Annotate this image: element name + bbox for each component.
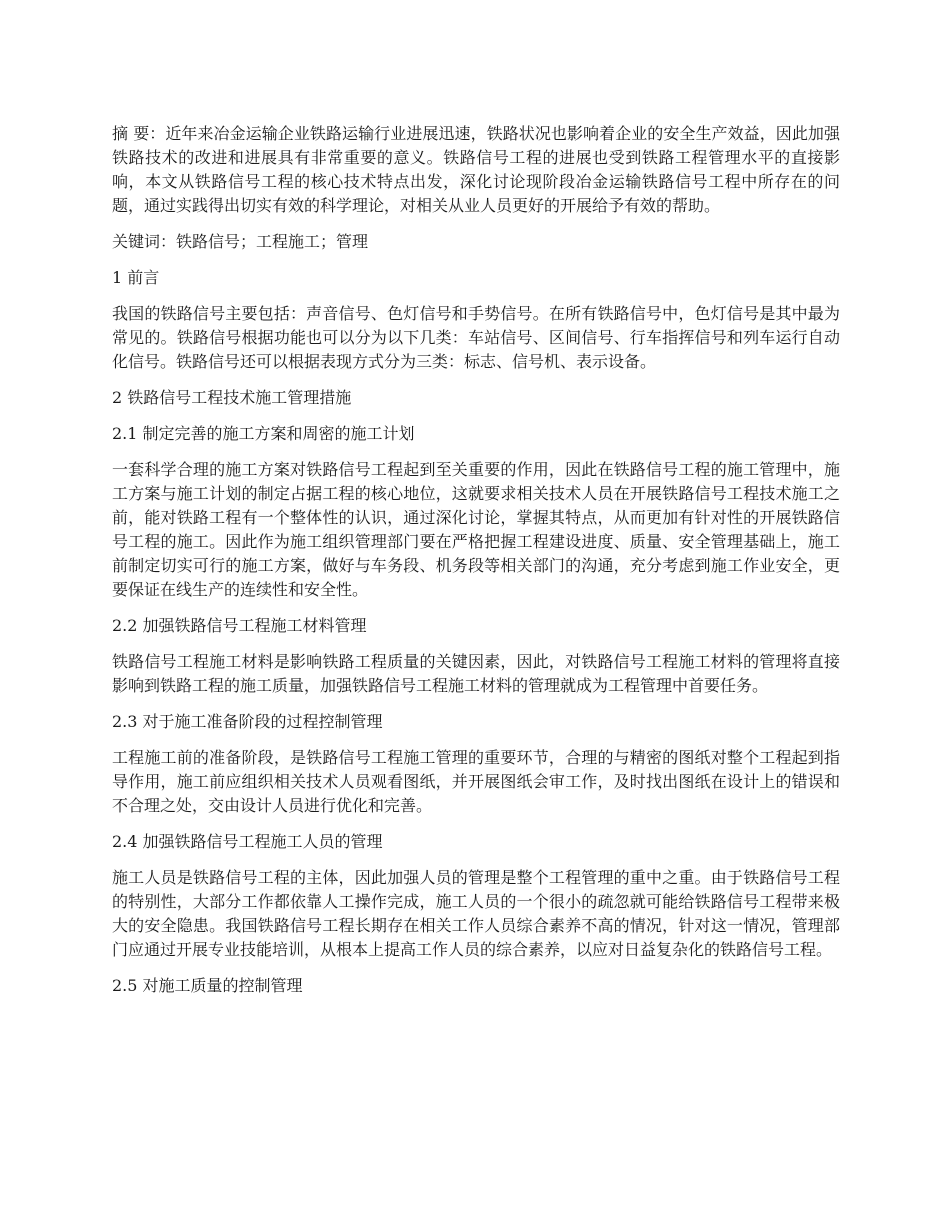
section-2-1-body: 一套科学合理的施工方案对铁路信号工程起到至关重要的作用，因此在铁路信号工程的施工管理中，施工方案与施工计划的制定占据工程的核心地位，这就要求相关技术人员在开展铁路信号工程技术施工之前，能对铁路工程有一个整体性的认识，通过深化讨论，掌握其特点，从而更加有针对性的开展铁路信号工程的施工。因此作为施工组织管理部门要在严格把握工程建设进度、质量、安全管理基础上，施工前制定切实可行的施工方案，做好与车务段、机务段等相关部门的沟通，充分考虑到施工作业安全，更要保证在线生产的连续性和安全性。: [112, 460, 840, 599]
section-2-2-title: 2.2 加强铁路信号工程施工材料管理: [112, 616, 367, 635]
section-2-4-title: 2.4 加强铁路信号工程施工人员的管理: [112, 832, 383, 851]
section-2-title: 2 铁路信号工程技术施工管理措施: [112, 388, 352, 407]
section-2-3-title: 2.3 对于施工准备阶段的过程控制管理: [112, 712, 383, 731]
section-2-3-body: 工程施工前的准备阶段，是铁路信号工程施工管理的重要环节，合理的与精密的图纸对整个工程起到指导作用，施工前应组织相关技术人员观看图纸，并开展图纸会审工作，及时找出图纸在设计上的错误和不合理之处，交由设计人员进行优化和完善。: [112, 748, 840, 815]
section-2-1-title: 2.1 制定完善的施工方案和周密的施工计划: [112, 424, 415, 443]
section-2-5-title: 2.5 对施工质量的控制管理: [112, 976, 303, 995]
section-1-body: 我国的铁路信号主要包括：声音信号、色灯信号和手势信号。在所有铁路信号中，色灯信号是其中最为常见的。铁路信号根据功能也可以分为以下几类：车站信号、区间信号、行车指挥信号和列车运行自动化信号。铁路信号还可以根据表现方式分为三类：标志、信号机、表示设备。: [112, 304, 840, 371]
section-2-2-body: 铁路信号工程施工材料是影响铁路工程质量的关键因素，因此，对铁路信号工程施工材料的管理将直接影响到铁路工程的施工质量，加强铁路信号工程施工材料的管理就成为工程管理中首要任务。: [112, 652, 840, 695]
document-page: [112, 122, 840, 1010]
keywords-line: 关键词：铁路信号；工程施工；管理: [112, 232, 369, 251]
abstract-paragraph: 摘 要：近年来冶金运输企业铁路运输行业进展迅速，铁路状况也影响着企业的安全生产效益，因此加强铁路技术的改进和进展具有非常重要的意义。铁路信号工程的进展也受到铁路工程管理水平的直接影响，本文从铁路信号工程的核心技术特点出发，深化讨论现阶段冶金运输铁路信号工程中所存在的问题，通过实践得出切实有效的科学理论，对相关从业人员更好的开展给予有效的帮助。: [112, 124, 840, 215]
section-1-title: 1 前言: [112, 268, 160, 287]
section-2-4-body: 施工人员是铁路信号工程的主体，因此加强人员的管理是整个工程管理的重中之重。由于铁路信号工程的特别性，大部分工作都依靠人工操作完成，施工人员的一个很小的疏忽就可能给铁路信号工程带来极大的安全隐患。我国铁路信号工程长期存在相关工作人员综合素养不高的情况，针对这一情况，管理部门应通过开展专业技能培训，从根本上提高工作人员的综合素养，以应对日益复杂化的铁路信号工程。: [112, 868, 840, 959]
